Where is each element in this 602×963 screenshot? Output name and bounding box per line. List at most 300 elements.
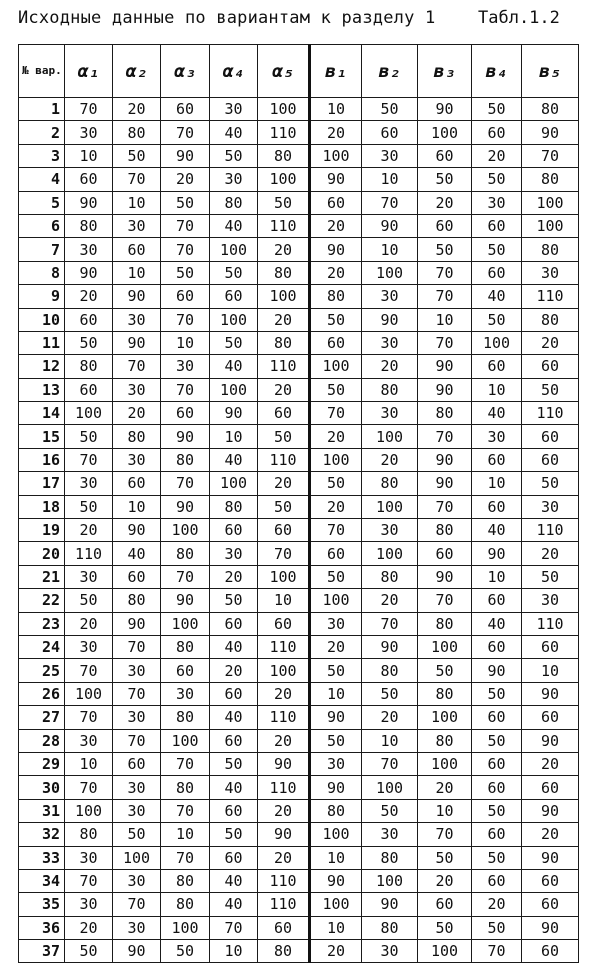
table-cell: 100 [161,612,210,635]
header-a4: α₄ [210,45,258,98]
table-cell: 10 [418,799,472,822]
table-cell: 100 [65,682,113,705]
table-cell: 40 [210,635,258,658]
table-cell: 60 [472,355,522,378]
table-cell: 110 [522,285,579,308]
table-cell: 10 [113,191,161,214]
table-cell: 90 [418,378,472,401]
header-a5: α₅ [258,45,310,98]
variant-number: 16 [19,448,65,471]
table-cell: 20 [113,98,161,121]
table-cell: 70 [472,940,522,963]
table-cell: 30 [362,144,418,167]
table-cell: 10 [258,589,310,612]
table-cell: 30 [362,519,418,542]
table-cell: 20 [362,355,418,378]
table-cell: 100 [210,238,258,261]
table-cell: 30 [113,308,161,331]
table-cell: 60 [310,542,362,565]
table-cell: 40 [210,776,258,799]
table-cell: 90 [362,214,418,237]
table-cell: 70 [113,893,161,916]
table-cell: 20 [472,893,522,916]
table-cell: 60 [65,308,113,331]
table-cell: 20 [310,495,362,518]
table-cell: 90 [310,776,362,799]
header-b2: в₂ [362,45,418,98]
table-cell: 10 [113,495,161,518]
table-cell: 60 [472,752,522,775]
table-cell: 60 [472,589,522,612]
table-cell: 100 [418,635,472,658]
table-cell: 90 [418,472,472,495]
header-a1: α₁ [65,45,113,98]
table-row [19,846,579,869]
table-cell: 10 [418,308,472,331]
table-cell: 70 [210,916,258,939]
table-cell: 30 [113,378,161,401]
table-cell: 100 [472,331,522,354]
table-cell: 80 [310,285,362,308]
table-row [19,869,579,892]
table-cell: 70 [113,729,161,752]
table-cell: 90 [310,168,362,191]
table-cell: 60 [65,168,113,191]
table-row [19,402,579,425]
table-cell: 50 [472,168,522,191]
table-cell: 90 [472,659,522,682]
table-cell: 20 [418,869,472,892]
variant-number: 22 [19,589,65,612]
table-cell: 90 [258,823,310,846]
table-cell: 90 [258,752,310,775]
table-row [19,191,579,214]
table-cell: 100 [258,98,310,121]
table-cell: 60 [210,285,258,308]
table-cell: 100 [161,916,210,939]
table-row [19,940,579,963]
table-cell: 100 [362,261,418,284]
table-cell: 50 [258,191,310,214]
table-cell: 30 [113,799,161,822]
table-row [19,752,579,775]
table-cell: 100 [522,191,579,214]
table-cell: 50 [522,378,579,401]
table-cell: 60 [418,893,472,916]
table-cell: 60 [522,869,579,892]
table-cell: 80 [522,168,579,191]
variant-number: 25 [19,659,65,682]
table-cell: 60 [161,98,210,121]
table-cell: 20 [418,191,472,214]
variant-number: 6 [19,214,65,237]
table-row [19,612,579,635]
table-cell: 80 [161,706,210,729]
table-cell: 50 [65,425,113,448]
table-cell: 90 [113,331,161,354]
table-cell: 50 [472,916,522,939]
header-b5: в₅ [522,45,579,98]
table-cell: 90 [161,589,210,612]
table-row [19,378,579,401]
table-cell: 60 [472,706,522,729]
variant-number: 5 [19,191,65,214]
table-cell: 70 [258,542,310,565]
table-cell: 70 [113,168,161,191]
table-cell: 80 [161,635,210,658]
table-cell: 10 [362,238,418,261]
table-cell: 70 [310,519,362,542]
table-cell: 30 [362,402,418,425]
table-cell: 20 [522,331,579,354]
table-cell: 50 [310,729,362,752]
table-cell: 50 [362,98,418,121]
table-cell: 60 [210,612,258,635]
table-row [19,729,579,752]
table-cell: 70 [65,706,113,729]
table-label: Табл.1.2 [478,8,560,28]
table-cell: 60 [161,659,210,682]
table-cell: 60 [161,285,210,308]
table-cell: 70 [161,752,210,775]
table-cell: 80 [161,893,210,916]
variant-number: 32 [19,823,65,846]
table-row [19,542,579,565]
table-cell: 10 [113,261,161,284]
table-cell: 30 [65,565,113,588]
table-cell: 30 [113,706,161,729]
table-cell: 20 [258,799,310,822]
table-cell: 60 [522,448,579,471]
table-cell: 20 [161,168,210,191]
table-cell: 60 [472,776,522,799]
variant-number: 3 [19,144,65,167]
table-cell: 90 [522,121,579,144]
table-cell: 60 [310,191,362,214]
table-cell: 50 [472,98,522,121]
table-cell: 70 [65,776,113,799]
table-cell: 20 [258,729,310,752]
table-cell: 60 [522,706,579,729]
table-row [19,214,579,237]
table-cell: 100 [362,425,418,448]
table-cell: 80 [362,659,418,682]
table-row [19,659,579,682]
table-cell: 80 [161,448,210,471]
table-cell: 50 [210,589,258,612]
table-cell: 90 [522,799,579,822]
table-row [19,331,579,354]
table-cell: 50 [161,261,210,284]
table-row [19,635,579,658]
table-cell: 80 [161,776,210,799]
table-cell: 60 [522,940,579,963]
table-cell: 110 [258,776,310,799]
table-cell: 40 [210,121,258,144]
table-cell: 40 [113,542,161,565]
header-variant-number: № вар. [19,45,65,98]
table-cell: 110 [258,706,310,729]
table-cell: 60 [65,378,113,401]
table-cell: 60 [113,238,161,261]
variant-number: 23 [19,612,65,635]
table-cell: 50 [210,144,258,167]
variant-number: 13 [19,378,65,401]
table-cell: 50 [418,168,472,191]
table-cell: 20 [472,144,522,167]
table-cell: 110 [258,635,310,658]
table-cell: 10 [472,472,522,495]
table-cell: 80 [161,542,210,565]
table-cell: 30 [210,98,258,121]
table-cell: 80 [113,121,161,144]
table-cell: 30 [113,659,161,682]
table-cell: 100 [310,589,362,612]
table-cell: 60 [472,869,522,892]
table-cell: 100 [362,495,418,518]
header-row [19,45,579,98]
table-cell: 40 [472,519,522,542]
variant-number: 8 [19,261,65,284]
table-cell: 100 [310,355,362,378]
header-a3: α₃ [161,45,210,98]
table-cell: 50 [362,799,418,822]
table-cell: 100 [65,799,113,822]
table-cell: 30 [113,776,161,799]
table-cell: 90 [418,565,472,588]
table-cell: 30 [522,495,579,518]
table-cell: 100 [161,729,210,752]
table-cell: 100 [418,752,472,775]
table-cell: 60 [210,799,258,822]
table-cell: 100 [258,565,310,588]
table-cell: 70 [310,402,362,425]
table-cell: 90 [113,940,161,963]
table-cell: 70 [418,823,472,846]
table-row [19,448,579,471]
table-cell: 20 [418,776,472,799]
table-cell: 20 [258,308,310,331]
table-cell: 70 [65,869,113,892]
table-cell: 100 [362,776,418,799]
table-cell: 10 [210,940,258,963]
table-cell: 60 [522,425,579,448]
table-cell: 60 [522,355,579,378]
table-cell: 60 [522,776,579,799]
table-cell: 70 [113,682,161,705]
table-cell: 90 [113,612,161,635]
table-cell: 70 [161,308,210,331]
table-cell: 20 [310,425,362,448]
table-cell: 90 [522,916,579,939]
table-cell: 90 [161,425,210,448]
table-cell: 20 [310,940,362,963]
table-cell: 40 [210,448,258,471]
table-cell: 80 [258,144,310,167]
header-b3: в₃ [418,45,472,98]
table-cell: 60 [258,916,310,939]
variant-number: 11 [19,331,65,354]
table-cell: 50 [210,331,258,354]
table-cell: 100 [310,144,362,167]
table-cell: 30 [65,893,113,916]
table-cell: 80 [362,565,418,588]
table-cell: 60 [258,612,310,635]
table-cell: 10 [310,682,362,705]
table-cell: 70 [161,472,210,495]
table-cell: 110 [258,869,310,892]
table-cell: 80 [362,846,418,869]
table-cell: 90 [65,191,113,214]
table-cell: 30 [362,331,418,354]
table-row [19,308,579,331]
table-cell: 100 [362,542,418,565]
table-cell: 50 [522,565,579,588]
table-cell: 70 [418,331,472,354]
table-cell: 10 [161,823,210,846]
table-cell: 60 [161,402,210,425]
page-title: Исходные данные по вариантам к разделу 1 [18,8,436,28]
table-cell: 50 [310,472,362,495]
table-cell: 30 [472,425,522,448]
table-cell: 10 [472,565,522,588]
table-cell: 50 [472,308,522,331]
table-cell: 50 [210,261,258,284]
table-cell: 110 [522,519,579,542]
table-cell: 100 [310,448,362,471]
table-cell: 90 [310,869,362,892]
table-cell: 70 [161,378,210,401]
table-cell: 100 [310,893,362,916]
table-cell: 20 [310,214,362,237]
table-cell: 40 [210,893,258,916]
table-cell: 110 [522,402,579,425]
table-cell: 100 [161,519,210,542]
table-cell: 70 [113,635,161,658]
table-row [19,472,579,495]
table-cell: 80 [310,799,362,822]
table-cell: 60 [418,214,472,237]
table-row [19,495,579,518]
table-cell: 110 [522,612,579,635]
table-cell: 20 [65,916,113,939]
variant-number: 28 [19,729,65,752]
table-row [19,238,579,261]
table-row [19,799,579,822]
table-cell: 100 [210,378,258,401]
table-cell: 20 [258,846,310,869]
variant-number: 26 [19,682,65,705]
table-cell: 90 [113,519,161,542]
table-cell: 30 [113,448,161,471]
table-row [19,98,579,121]
table-cell: 50 [113,144,161,167]
table-cell: 30 [472,191,522,214]
table-cell: 90 [310,706,362,729]
table-cell: 70 [161,121,210,144]
table-cell: 10 [472,378,522,401]
variant-number: 29 [19,752,65,775]
table-cell: 20 [310,121,362,144]
table-cell: 80 [113,589,161,612]
table-cell: 80 [522,308,579,331]
variant-number: 31 [19,799,65,822]
table-cell: 70 [362,752,418,775]
table-cell: 50 [210,752,258,775]
table-cell: 60 [210,846,258,869]
table-row [19,589,579,612]
table-cell: 80 [418,729,472,752]
table-cell: 40 [210,869,258,892]
table-row [19,261,579,284]
table-cell: 50 [472,682,522,705]
table-cell: 10 [310,916,362,939]
table-cell: 90 [113,285,161,308]
table-cell: 70 [161,238,210,261]
table-cell: 30 [362,285,418,308]
table-cell: 40 [210,214,258,237]
table-cell: 50 [65,331,113,354]
table-cell: 10 [65,752,113,775]
table-cell: 30 [65,121,113,144]
table-cell: 70 [65,659,113,682]
table-cell: 110 [65,542,113,565]
table-cell: 30 [210,542,258,565]
table-cell: 110 [258,121,310,144]
table-cell: 20 [258,238,310,261]
table-cell: 60 [472,121,522,144]
table-cell: 70 [418,285,472,308]
table-row [19,776,579,799]
variant-number: 35 [19,893,65,916]
variant-number: 20 [19,542,65,565]
table-cell: 110 [258,893,310,916]
table-cell: 80 [258,940,310,963]
table-row [19,706,579,729]
table-cell: 60 [210,729,258,752]
table-cell: 50 [522,472,579,495]
table-cell: 100 [65,402,113,425]
table-cell: 70 [161,846,210,869]
variant-number: 36 [19,916,65,939]
table-row [19,823,579,846]
table-cell: 100 [210,472,258,495]
variant-number: 14 [19,402,65,425]
table-cell: 110 [258,448,310,471]
variant-number: 34 [19,869,65,892]
table-cell: 100 [210,308,258,331]
table-cell: 60 [472,635,522,658]
table-cell: 20 [310,261,362,284]
table-cell: 20 [210,659,258,682]
table-cell: 70 [362,191,418,214]
table-cell: 70 [522,144,579,167]
variant-number: 30 [19,776,65,799]
table-cell: 70 [418,425,472,448]
table-cell: 60 [418,144,472,167]
table-cell: 70 [161,214,210,237]
table-cell: 30 [522,589,579,612]
table-cell: 20 [310,635,362,658]
table-cell: 30 [522,261,579,284]
table-cell: 100 [418,706,472,729]
table-cell: 20 [522,542,579,565]
table-cell: 100 [310,823,362,846]
table-row [19,168,579,191]
variant-number: 24 [19,635,65,658]
table-cell: 30 [65,846,113,869]
table-cell: 20 [258,682,310,705]
